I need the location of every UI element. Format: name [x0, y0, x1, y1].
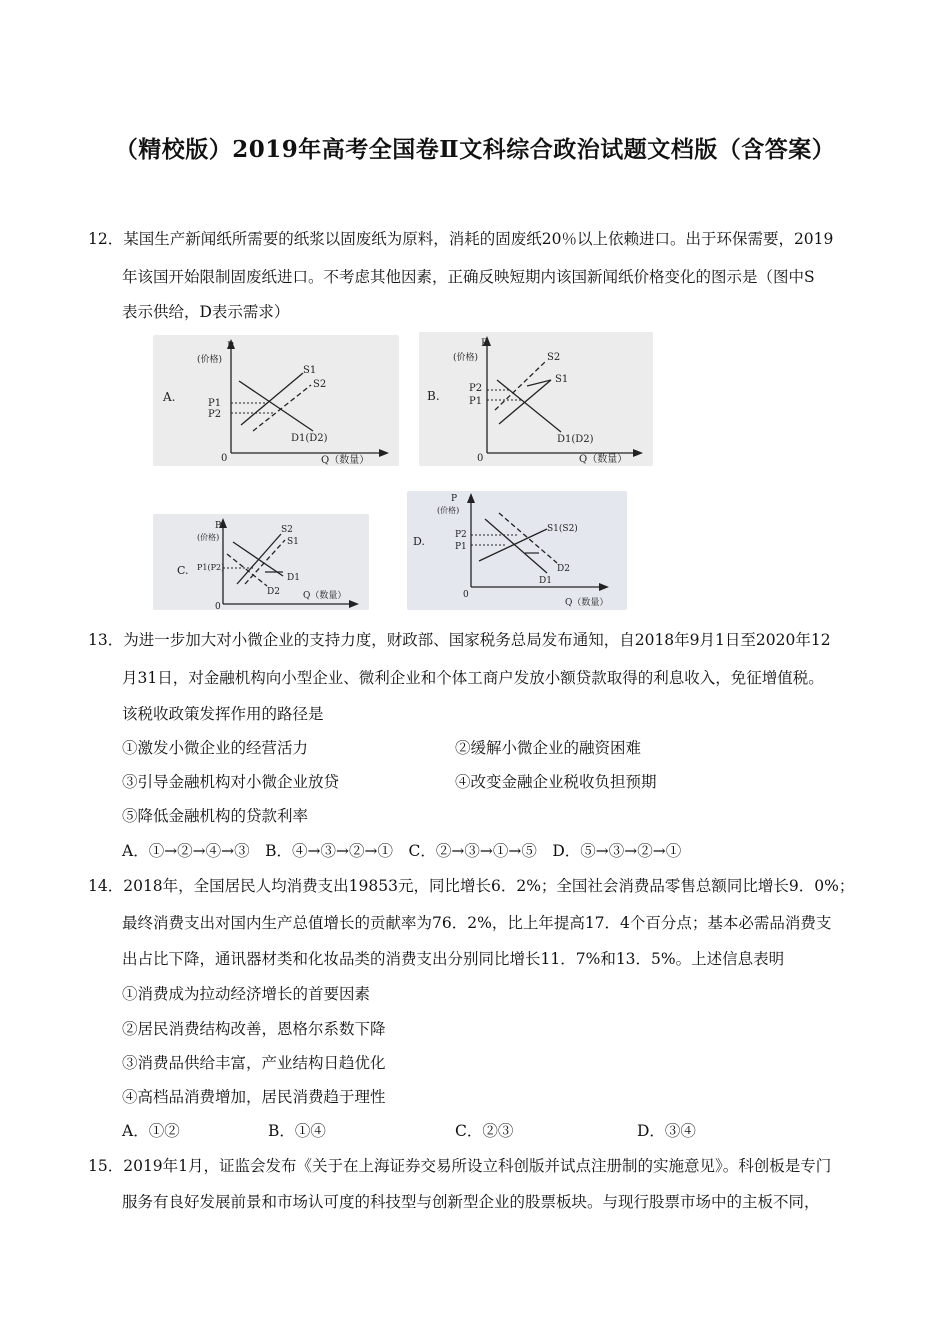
- q15-line-1: 15．2019年1月，证监会发布《关于在上海证券交易所设立科创版并试点注册制的实施意见》。科创板是专门: [88, 1157, 832, 1175]
- s1-label: S1: [555, 374, 569, 385]
- q14-item-2: ②居民消费结构改善，恩格尔系数下降: [122, 1020, 386, 1038]
- q13-options: A．①→②→④→③ B．④→③→②→① C．②→③→①→⑤ D．⑤→③→②→①: [122, 842, 682, 860]
- axis-p-label: P: [215, 521, 222, 531]
- axis-p-label: P: [227, 341, 234, 352]
- q14-line-2: 最终消费支出对国内生产总值增长的贡献率为76．2%，比上年提高17．4个百分点；基本必需品消费支: [122, 914, 832, 932]
- option-label: A.: [163, 390, 176, 404]
- supply-curve-s2: [495, 362, 545, 410]
- q14-option-c: C．②③: [455, 1122, 514, 1140]
- q12-line-1: 12．某国生产新闻纸所需要的纸浆以固废纸为原料，消耗的固废纸20％以上依赖进口。出于环保需要，2019: [88, 230, 834, 248]
- q12-line-2: 年该国开始限制固废纸进口。不考虑其他因素，正确反映短期内该国新闻纸价格变化的图示是（图中S: [122, 268, 815, 286]
- q14-option-b: B．①④: [268, 1122, 326, 1140]
- p2-label: P2: [469, 383, 483, 394]
- q13-item-2: ②缓解小微企业的融资困难: [455, 739, 642, 757]
- origin-label: 0: [221, 453, 228, 464]
- supply-curve-s1: [237, 534, 281, 584]
- q15-line-2: 服务有良好发展前景和市场认可度的科技型与创新型企业的股票板块。与现行股票市场中的主板不同，: [122, 1193, 820, 1211]
- d1-label: D1: [287, 573, 300, 583]
- demand-curve-d1: [233, 542, 283, 576]
- axis-q-label: Q（数量）: [579, 454, 628, 465]
- p2-label: P2: [208, 409, 222, 420]
- q13-line-3: 该税收政策发挥作用的路径是: [122, 705, 324, 723]
- origin-label: 0: [215, 602, 221, 610]
- graph-c: [153, 514, 369, 610]
- q13-line-2: 月31日，对金融机构向小型企业、微利企业和个体工商户发放小额贷款取得的利息收入，免征增值税。: [122, 669, 824, 687]
- graph-d: [407, 491, 627, 610]
- option-label: B.: [427, 389, 440, 403]
- demand-curve: [497, 380, 561, 432]
- origin-label: 0: [477, 453, 484, 464]
- d-label: D1(D2): [291, 433, 328, 444]
- page-title: （精校版）2019年高考全国卷Ⅱ文科综合政治试题文档版（含答案）: [114, 136, 836, 163]
- s1-label: S1: [287, 537, 299, 547]
- p1-p2-label: P1(P2): [197, 563, 225, 572]
- d-label: D1(D2): [557, 434, 594, 445]
- s2-label: S2: [281, 525, 293, 535]
- graph-b: [419, 332, 653, 466]
- p1-label: P1: [455, 542, 467, 552]
- d2-label: D2: [557, 564, 570, 574]
- p2-label: P2: [455, 530, 467, 540]
- q14-item-1: ①消费成为拉动经济增长的首要因素: [122, 985, 371, 1003]
- s1-label: S1: [303, 365, 317, 376]
- q14-option-d: D．③④: [637, 1122, 696, 1140]
- graph-a: [153, 335, 399, 466]
- axis-price-label: (价格): [453, 353, 479, 363]
- q13-item-1: ①激发小微企业的经营活力: [122, 739, 309, 757]
- axis-q-label: Q（数量）: [303, 591, 347, 601]
- q13-item-5: ⑤降低金融机构的贷款利率: [122, 807, 309, 825]
- d2-label: D2: [267, 587, 280, 597]
- s2-label: S2: [313, 379, 327, 390]
- q13-line-1: 13．为进一步加大对小微企业的支持力度，财政部、国家税务总局发布通知，自2018年9月1日至2020年12: [88, 631, 831, 649]
- origin-label: 0: [463, 590, 469, 600]
- axis-q-label: Q（数量）: [565, 598, 609, 608]
- option-label: C.: [177, 564, 189, 577]
- q14-item-4: ④高档品消费增加，居民消费趋于理性: [122, 1088, 386, 1106]
- p1-label: P1: [469, 396, 483, 407]
- q14-option-a: A．①②: [122, 1122, 180, 1140]
- axis-price-label: (价格): [197, 533, 220, 542]
- demand-curve: [239, 381, 313, 431]
- d1-label: D1: [539, 576, 552, 586]
- s-label: S1(S2): [547, 524, 578, 534]
- q14-line-1: 14．2018年，全国居民人均消费支出19853元，同比增长6．2%；全国社会消费品零售总额同比增长9．0%；: [88, 877, 855, 895]
- axis-price-label: (价格): [437, 506, 460, 515]
- q12-line-3: 表示供给，D表示需求）: [122, 303, 290, 321]
- q13-item-4: ④改变金融企业税收负担预期: [455, 773, 657, 791]
- option-label: D.: [413, 535, 425, 548]
- supply-curve-s2: [245, 540, 285, 584]
- s2-label: S2: [547, 352, 561, 363]
- axis-q-label: Q（数量）: [321, 455, 370, 466]
- axis-price-label: (价格): [197, 355, 223, 365]
- q14-line-3: 出占比下降，通讯器材类和化妆品类的消费支出分别同比增长11．7%和13．5%。上述信息表明: [122, 950, 785, 968]
- axis-p-label: P: [481, 338, 488, 349]
- axis-p-label: P: [451, 494, 458, 504]
- q13-item-3: ③引导金融机构对小微企业放贷: [122, 773, 340, 791]
- q14-item-3: ③消费品供给丰富，产业结构日趋优化: [122, 1054, 386, 1072]
- p1-label: P1: [208, 398, 222, 409]
